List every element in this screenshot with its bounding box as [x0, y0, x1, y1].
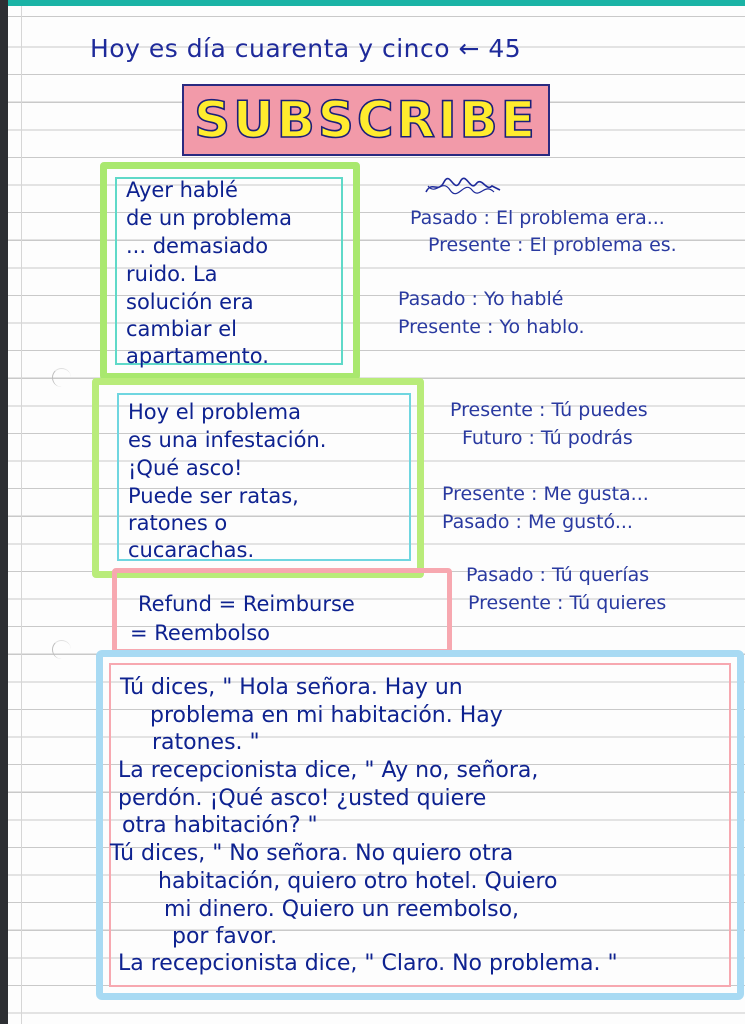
note-line: cucarachas.	[128, 538, 255, 562]
crossed-out-word	[424, 176, 502, 198]
dialogue-line: otra habitación? "	[122, 813, 318, 838]
dialogue-line: La recepcionista dice, " Claro. No problema. "	[118, 951, 618, 976]
conjugation-line: Presente : Tú quieres	[468, 592, 667, 614]
dialogue-line: mi dinero. Quiero un reembolso,	[164, 897, 520, 922]
conjugation-line: Pasado : El problema era...	[410, 207, 665, 229]
note-line: = Reembolso	[130, 621, 271, 645]
note-line: Puede ser ratas,	[128, 484, 299, 508]
note-line: de un problema	[126, 206, 292, 230]
dialogue-line: problema en mi habitación. Hay	[150, 703, 503, 728]
dialogue-line: por favor.	[172, 924, 278, 949]
dialogue-line: Tú dices, " Hola señora. Hay un	[120, 675, 463, 700]
note-line: ¡Qué asco!	[128, 456, 243, 480]
dialogue-line: habitación, quiero otro hotel. Quiero	[158, 869, 558, 894]
dialogue-line: perdón. ¡Qué asco! ¿usted quiere	[118, 786, 487, 811]
dialogue-line: La recepcionista dice, " Ay no, señora,	[118, 758, 539, 783]
note-line: ruido. La	[126, 262, 218, 286]
note-line: ratones o	[128, 511, 228, 535]
punch-hole	[52, 640, 71, 659]
page-top-edge	[0, 0, 745, 6]
note-line: solución era	[126, 290, 254, 314]
note-line: ... demasiado	[126, 234, 269, 258]
note-line: Refund = Reimburse	[138, 592, 355, 616]
conjugation-line: Pasado : Tú querías	[466, 564, 650, 586]
dialogue-line: ratones. "	[152, 730, 260, 755]
note-line: cambiar el	[126, 317, 237, 341]
conjugation-line: Presente : El problema es.	[428, 234, 677, 256]
conjugation-line: Futuro : Tú podrás	[462, 427, 633, 449]
conjugation-line: Pasado : Yo hablé	[398, 288, 564, 310]
conjugation-line: Presente : Tú puedes	[450, 399, 648, 421]
conjugation-line: Presente : Yo hablo.	[398, 316, 585, 338]
conjugation-line: Pasado : Me gustó...	[442, 511, 633, 533]
page-title: Hoy es día cuarenta y cinco ← 45	[90, 34, 522, 63]
subscribe-text: SUBSCRIBE	[194, 91, 538, 149]
subscribe-banner	[182, 84, 550, 156]
note-line: es una infestación.	[128, 428, 327, 452]
punch-hole	[52, 368, 71, 387]
page-left-edge	[0, 0, 8, 1024]
note-line: apartamento.	[126, 344, 269, 368]
dialogue-line: Tú dices, " No señora. No quiero otra	[110, 841, 514, 866]
note-line: Ayer hablé	[126, 178, 238, 202]
conjugation-line: Presente : Me gusta...	[442, 483, 649, 505]
note-line: Hoy el problema	[128, 400, 301, 424]
